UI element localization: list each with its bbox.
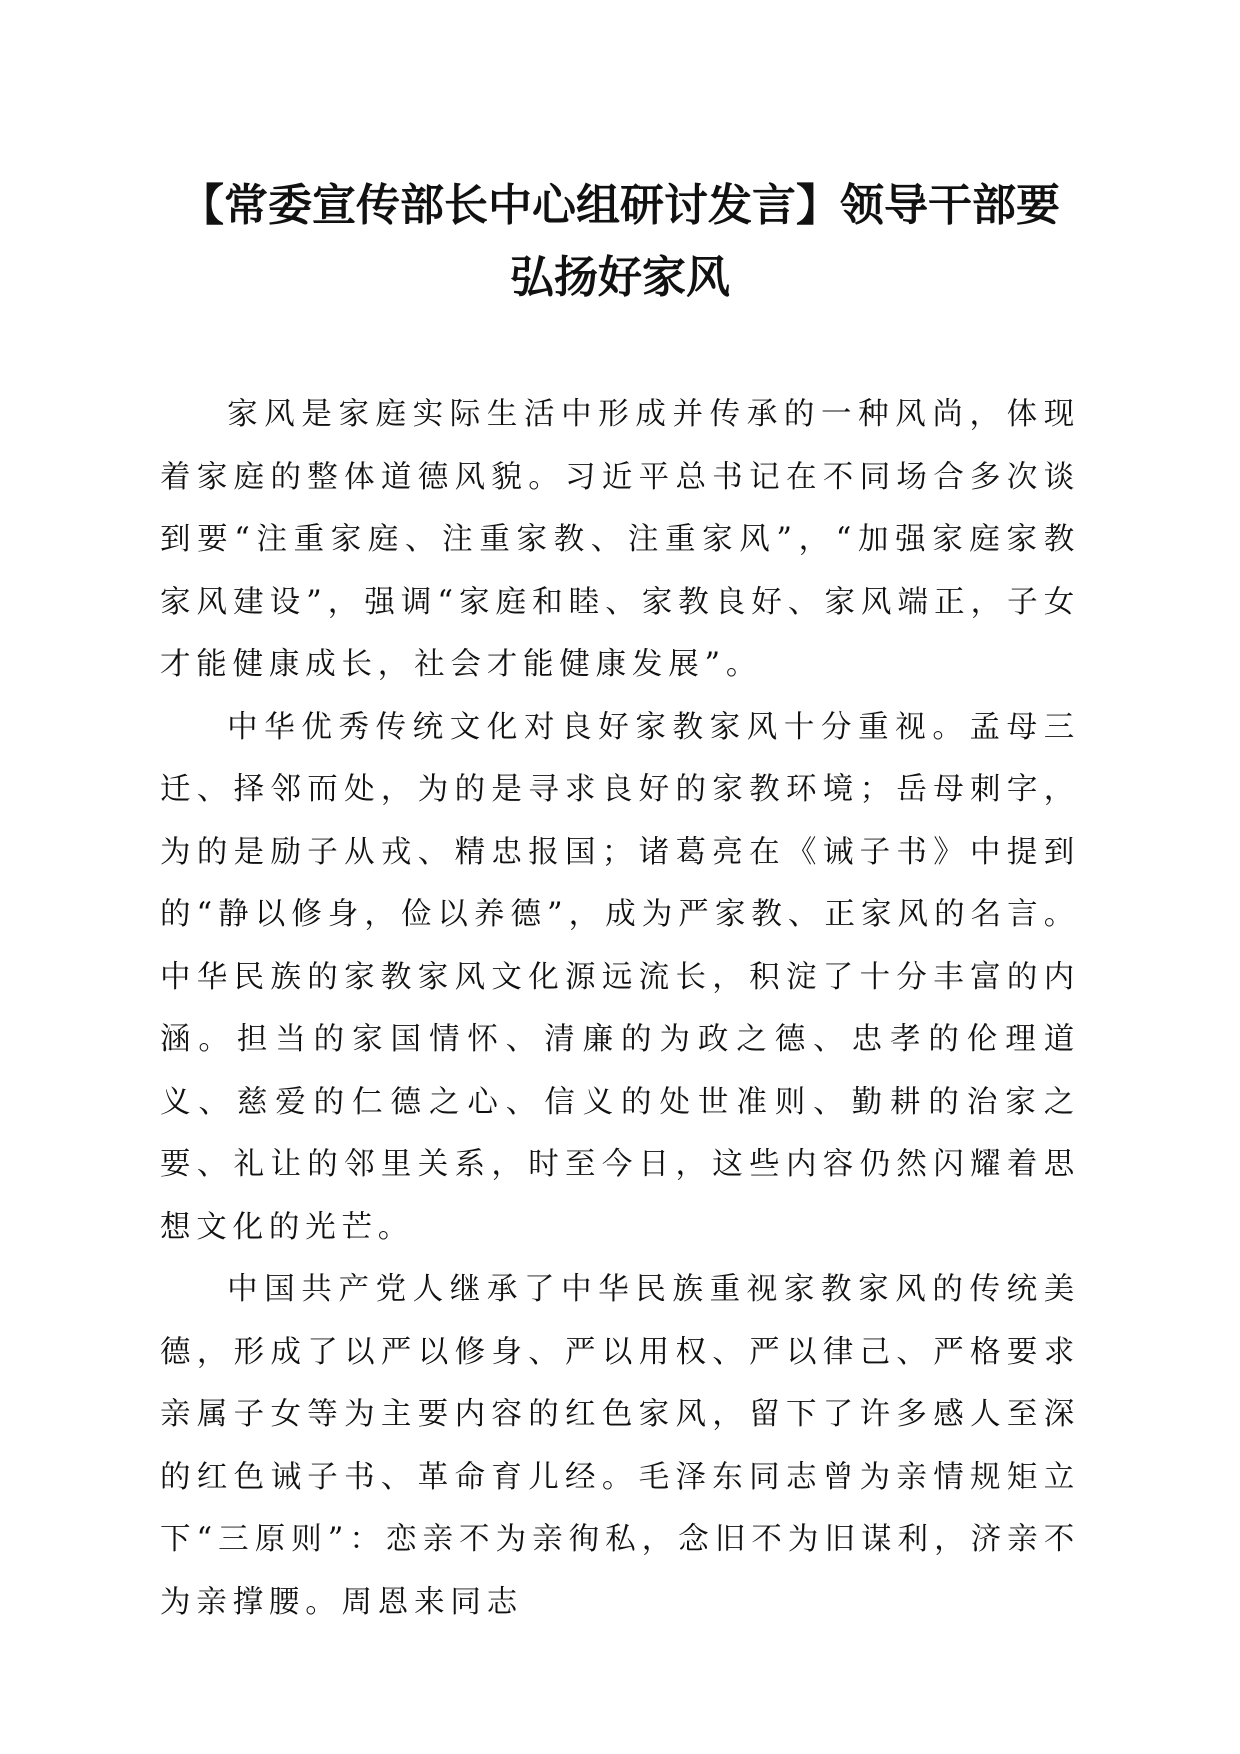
title-line-1: 【常委宣传部长中心组研讨发言】领导干部要	[180, 180, 1060, 231]
title-line-2: 弘扬好家风	[510, 252, 730, 303]
document-title	[140, 170, 1100, 314]
paragraph-3: 中国共产党人继承了中华民族重视家教家风的传统美德，形成了以严以修身、严以用权、严以律己、严格要求亲属子女等为主要内容的红色家风，留下了许多感人至深的红色诫子书、革命育儿经。毛泽东同志曾为亲情规矩立下“三原则”：恋亲不为亲徇私，念旧不为旧谋利，济亲不为亲撑腰。周恩来同志	[160, 1272, 1080, 1620]
paragraph-1: 家风是家庭实际生活中形成并传承的一种风尚，体现着家庭的整体道德风貌。习近平总书记在不同场合多次谈到要“注重家庭、注重家教、注重家风”，“加强家庭家教家风建设”，强调“家庭和睦、家教良好、家风端正，子女才能健康成长，社会才能健康发展”。	[160, 397, 1080, 682]
document-body	[160, 384, 1080, 1634]
paragraph-2: 中华优秀传统文化对良好家教家风十分重视。孟母三迁、择邻而处，为的是寻求良好的家教环境；岳母刺字，为的是励子从戎、精忠报国；诸葛亮在《诫子书》中提到的“静以修身，俭以养德”，成为严家教、正家风的名言。中华民族的家教家风文化源远流长，积淀了十分丰富的内涵。担当的家国情怀、清廉的为政之德、忠孝的伦理道义、慈爱的仁德之心、信义的处世准则、勤耕的治家之要、礼让的邻里关系，时至今日，这些内容仍然闪耀着思想文化的光芒。	[160, 709, 1080, 1245]
